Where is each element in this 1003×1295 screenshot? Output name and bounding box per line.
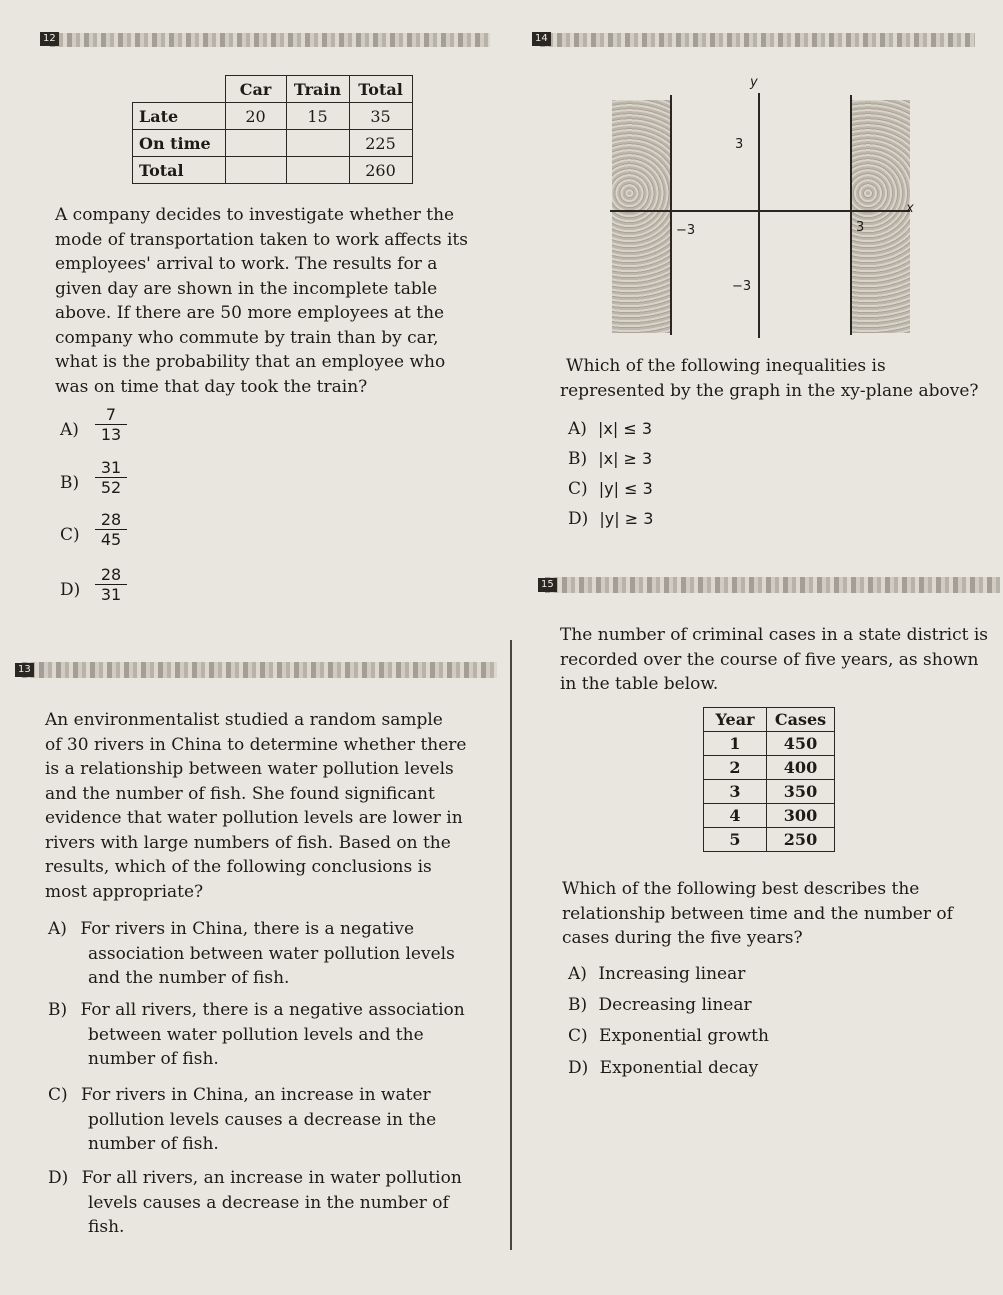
q15-table <box>703 707 835 852</box>
numerator: 28 <box>100 565 122 584</box>
q15-stem-line: Which of the following best describes the <box>562 879 920 899</box>
q12-cell: 15 <box>286 103 349 130</box>
choice-letter: D) <box>48 1168 69 1188</box>
denominator: 13 <box>95 424 127 444</box>
q12-choice-b-letter[interactable]: B) <box>60 473 80 493</box>
q12-col-car: Car <box>225 76 286 103</box>
q13-stem <box>45 708 500 904</box>
q13-choice-c[interactable] <box>48 1083 498 1157</box>
choice-letter: B) <box>568 995 588 1015</box>
q13-stem-line: rivers with large numbers of fish. Based on the <box>45 832 451 853</box>
choice-text: Increasing linear <box>598 964 746 984</box>
denominator: 31 <box>95 584 127 604</box>
numerator: 7 <box>105 405 117 424</box>
q12-cell: 20 <box>225 103 286 130</box>
choice-text: Exponential decay <box>599 1058 759 1078</box>
q15-intro <box>560 623 1000 697</box>
q13-stem-line: evidence that water pollution levels are lower in <box>45 808 463 828</box>
choice-line: between water pollution levels and the <box>88 1024 424 1045</box>
q12-cell: 225 <box>349 130 412 157</box>
q12-stem-line: given day are shown in the incomplete table <box>55 278 438 299</box>
q15-choice-d[interactable] <box>568 1056 758 1081</box>
q12-stem-line: above. If there are 50 more employees at the <box>55 303 445 323</box>
q14-stem-line: Which of the following inequalities is <box>566 356 886 376</box>
choice-line: For all rivers, there is a negative association <box>80 1000 465 1020</box>
choice-math: |x| ≥ 3 <box>598 449 653 468</box>
q12-choice-a-letter[interactable]: A) <box>60 420 79 440</box>
q15-intro-line: in the table below. <box>560 674 719 694</box>
choice-text: Exponential growth <box>599 1026 769 1046</box>
q15-cell: 4 <box>704 804 767 828</box>
q12-stem-line: company who commute by train than by car, <box>55 327 439 348</box>
choice-letter: B) <box>48 1000 68 1020</box>
choice-line: association between water pollution levels <box>88 943 455 964</box>
boundary-line-right <box>850 95 852 335</box>
question-number-13: 13 <box>15 663 34 677</box>
q12-stem <box>55 203 485 399</box>
choice-math: |x| ≤ 3 <box>598 419 653 438</box>
q13-stem-line: and the number of fish. She found significant <box>45 783 435 804</box>
q12-choice-c-fraction[interactable] <box>95 510 127 549</box>
q14-choice-a[interactable] <box>568 417 652 442</box>
q14-choice-c[interactable] <box>568 477 653 502</box>
choice-letter: A) <box>568 419 587 439</box>
choice-line: For rivers in China, an increase in water <box>81 1085 431 1105</box>
q13-stem-line: results, which of the following conclusions is <box>45 857 432 877</box>
numerator: 28 <box>100 510 122 529</box>
choice-text: Decreasing linear <box>598 995 752 1015</box>
q12-cell <box>225 157 286 184</box>
q12-stem-line: mode of transportation taken to work affects its <box>55 229 468 250</box>
x-axis-label: x <box>906 201 914 216</box>
q12-cell: 35 <box>349 103 412 130</box>
question-number-15: 15 <box>538 578 557 592</box>
q12-cell <box>286 130 349 157</box>
choice-line: pollution levels causes a decrease in the <box>88 1109 437 1130</box>
question-number-14: 14 <box>532 32 551 46</box>
numerator: 31 <box>100 458 122 477</box>
choice-line: number of fish. <box>88 1049 219 1069</box>
q15-stem-line: relationship between time and the number of <box>562 903 953 924</box>
q15-cell: 250 <box>767 828 835 852</box>
q12-table <box>132 75 413 184</box>
choice-math: |y| ≤ 3 <box>598 479 653 498</box>
choice-letter: A) <box>568 964 587 984</box>
q14-choice-d[interactable] <box>568 507 653 532</box>
choice-letter: B) <box>568 449 588 469</box>
q12-stem-line: what is the probability that an employee who <box>55 352 446 372</box>
q15-stem-line: cases during the five years? <box>562 928 803 948</box>
q12-choice-b-fraction[interactable] <box>95 458 127 497</box>
denominator: 52 <box>95 477 127 497</box>
q15-intro-line: recorded over the course of five years, as shown <box>560 649 979 670</box>
choice-line: number of fish. <box>88 1134 219 1154</box>
tick-label-y-neg-3: −3 <box>732 279 752 294</box>
q14-choice-b[interactable] <box>568 447 652 472</box>
shaded-region-left <box>612 100 670 333</box>
q12-stem-line: employees' arrival to work. The results for a <box>55 254 438 274</box>
boundary-line-left <box>670 95 672 335</box>
question-number-12: 12 <box>40 32 59 46</box>
header-strip-left <box>50 33 490 47</box>
q12-table-corner <box>133 76 226 103</box>
choice-line: levels causes a decrease in the number of <box>88 1192 449 1213</box>
q15-choice-a[interactable] <box>568 962 745 987</box>
tick-label-x-3: 3 <box>856 220 865 235</box>
q15-cell: 5 <box>704 828 767 852</box>
q15-cell: 300 <box>767 804 835 828</box>
q15-choice-c[interactable] <box>568 1024 769 1049</box>
q15-cell: 400 <box>767 756 835 780</box>
choice-letter: C) <box>568 479 588 499</box>
q13-stem-line: of 30 rivers in China to determine whether there <box>45 734 467 755</box>
choice-letter: D) <box>568 1058 589 1078</box>
q13-choice-a[interactable] <box>48 917 498 991</box>
choice-letter: A) <box>48 919 67 939</box>
choice-letter: C) <box>568 1026 588 1046</box>
q12-col-total: Total <box>349 76 412 103</box>
q15-intro-line: The number of criminal cases in a state district is <box>560 625 988 645</box>
q12-choice-d-fraction[interactable] <box>95 565 127 604</box>
column-divider <box>510 640 512 1250</box>
q12-cell <box>286 157 349 184</box>
q15-col-cases: Cases <box>767 708 835 732</box>
q15-header-strip <box>545 577 1000 593</box>
q13-choice-d[interactable] <box>48 1166 498 1240</box>
q13-choice-b[interactable] <box>48 998 498 1072</box>
q12-row-late: Late <box>133 103 226 130</box>
shaded-region-right <box>850 100 910 333</box>
header-strip-right <box>540 33 975 47</box>
q14-stem <box>560 354 1000 403</box>
q15-stem <box>562 877 1002 951</box>
choice-letter: C) <box>48 1085 68 1105</box>
q12-col-train: Train <box>286 76 349 103</box>
q15-cell: 1 <box>704 732 767 756</box>
q14-stem-line: represented by the graph in the xy-plane above? <box>560 380 979 401</box>
q12-stem-line: A company decides to investigate whether the <box>55 205 455 225</box>
denominator: 45 <box>95 529 127 549</box>
q14-graph <box>600 75 920 345</box>
q12-choice-d-letter[interactable]: D) <box>60 580 81 600</box>
choice-line: For all rivers, an increase in water pollution <box>81 1168 462 1188</box>
q15-cell: 450 <box>767 732 835 756</box>
choice-line: fish. <box>88 1217 125 1237</box>
y-axis-label: y <box>750 75 758 90</box>
q13-stem-line: is a relationship between water pollution levels <box>45 759 454 779</box>
tick-label-y-3: 3 <box>735 137 744 152</box>
q13-stem-line: most appropriate? <box>45 881 204 902</box>
q12-stem-line: was on time that day took the train? <box>55 376 368 397</box>
q12-choice-a-fraction[interactable] <box>95 405 127 444</box>
q13-stem-line: An environmentalist studied a random sample <box>45 710 443 730</box>
q15-cell: 350 <box>767 780 835 804</box>
choice-math: |y| ≥ 3 <box>599 509 654 528</box>
q15-cell: 2 <box>704 756 767 780</box>
q12-cell: 260 <box>349 157 412 184</box>
q12-cell <box>225 130 286 157</box>
choice-line: For rivers in China, there is a negative <box>80 919 415 939</box>
q15-col-year: Year <box>704 708 767 732</box>
x-axis <box>610 210 910 212</box>
q15-choice-b[interactable] <box>568 993 752 1018</box>
q12-choice-c-letter[interactable]: C) <box>60 525 80 545</box>
tick-label-x-neg-3: −3 <box>676 223 696 238</box>
q15-cell: 3 <box>704 780 767 804</box>
y-axis <box>758 93 760 338</box>
choice-letter: D) <box>568 509 589 529</box>
choice-line: and the number of fish. <box>88 968 290 988</box>
q12-row-total: Total <box>133 157 226 184</box>
q12-row-on-time: On time <box>133 130 226 157</box>
q13-header-strip <box>22 662 497 678</box>
